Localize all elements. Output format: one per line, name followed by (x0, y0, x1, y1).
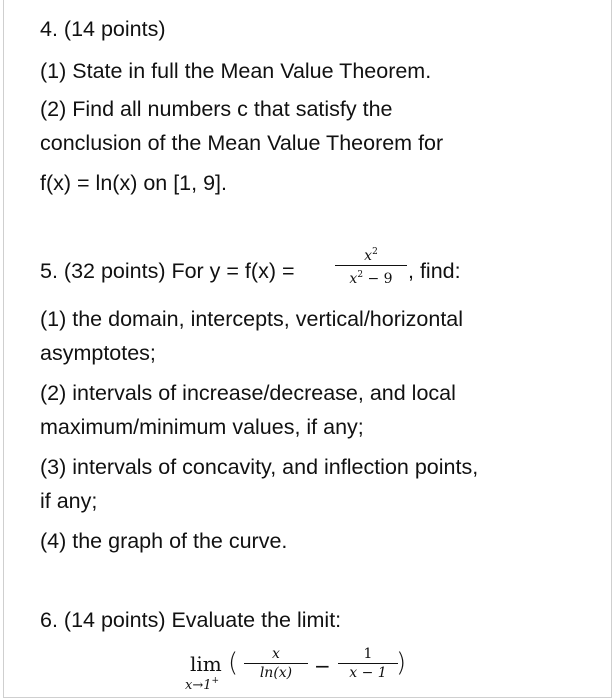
problem-6-title: 6. (14 points) Evaluate the limit: (40, 608, 342, 632)
limit-minus: − (314, 654, 331, 678)
limit-fraction-1: x ln(x) (244, 646, 308, 681)
problem-5-part-4: (4) the graph of the curve. (40, 529, 288, 553)
problem-4-part-2-line-1: (2) Find all numbers c that satisfy the (40, 97, 393, 121)
limit-close-paren: ) (396, 648, 407, 678)
problem-5-part-2-line-1: (2) intervals of increase/decrease, and local (40, 381, 456, 405)
problem-4-part-2-line-3: f(x) = ln(x) on [1, 9]. (40, 171, 227, 195)
problem-4-title: 4. (14 points) (40, 17, 166, 41)
problem-5-prefix: 5. (32 points) For y = f(x) = (40, 259, 295, 283)
problem-4-part-1: (1) State in full the Mean Value Theorem. (40, 59, 432, 83)
problem-5-part-1-line-1: (1) the domain, intercepts, vertical/horizontal (40, 307, 464, 331)
limit-subscript: x→1+ (185, 676, 220, 693)
limit-fraction-2: 1 x − 1 (338, 646, 398, 681)
limit-operator: lim (190, 652, 222, 676)
limit-open-paren: ( (228, 648, 239, 678)
problem-5-part-1-line-2: asymptotes; (40, 341, 156, 365)
problem-5-part-3-line-1: (3) intervals of concavity, and inflection points, (40, 455, 479, 479)
problem-4-part-2-line-2: conclusion of the Mean Value Theorem for (40, 131, 444, 155)
problem-5-fraction-denominator: $x^2 - 9$ (349, 270, 393, 287)
problem-5-suffix: , find: (408, 259, 461, 283)
problem-5-part-3-line-2: if any; (40, 489, 98, 513)
problem-5-part-2-line-2: maximum/minimum values, if any; (40, 415, 364, 439)
problem-5-fraction-numerator: $x^2$ (364, 247, 378, 264)
problem-5-fraction (335, 244, 407, 287)
